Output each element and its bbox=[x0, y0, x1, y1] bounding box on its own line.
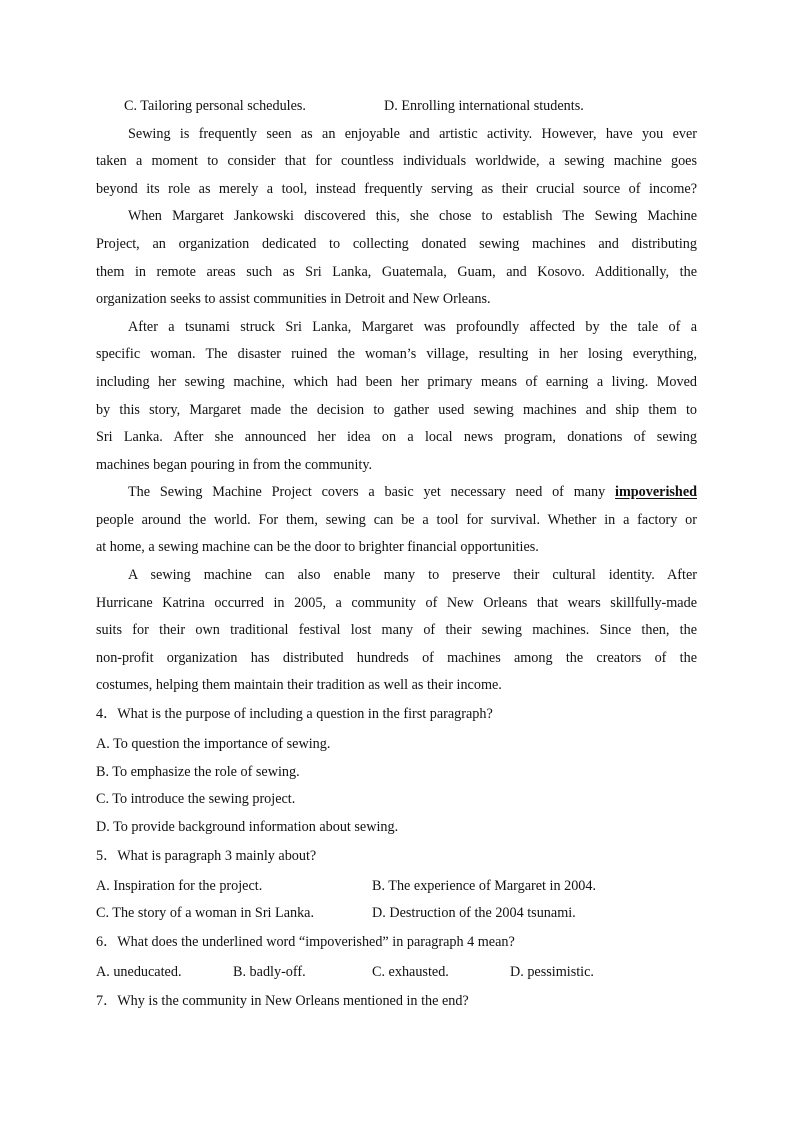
question-7-stem: 7．Why is the community in New Orleans mentioned in the end? bbox=[96, 993, 469, 1009]
passage-line: costumes, helping them maintain their tradition as well as their income. bbox=[96, 677, 502, 693]
passage-line: organization seeks to assist communities in Detroit and New Orleans. bbox=[96, 291, 491, 307]
question-4-option-d: D. To provide background information about sewing. bbox=[96, 819, 399, 835]
passage-line: A sewing machine can also enable many to preserve their cultural identity. After bbox=[128, 567, 697, 583]
passage-line: Hurricane Katrina occurred in 2005, a community of New Orleans that wears skillfully-made bbox=[96, 595, 697, 611]
passage-line: them in remote areas such as Sri Lanka, Guatemala, Guam, and Kosovo. Additionally, the bbox=[96, 264, 697, 280]
passage-line: including her sewing machine, which had been her primary means of earning a living. Moved bbox=[96, 374, 697, 390]
passage-line bbox=[128, 482, 697, 502]
question-6-option-a: A. uneducated. bbox=[96, 964, 182, 980]
question-4-stem: 4．What is the purpose of including a question in the first paragraph? bbox=[96, 706, 493, 722]
passage-line: by this story, Margaret made the decision to gather used sewing machines and ship them to bbox=[96, 402, 697, 418]
passage-line: Sewing is frequently seen as an enjoyable and artistic activity. However, have you ever bbox=[128, 126, 697, 142]
question-5-option-a: A. Inspiration for the project. bbox=[96, 878, 263, 894]
question-4-option-b: B. To emphasize the role of sewing. bbox=[96, 764, 300, 780]
passage-line: suits for their own traditional festival lost many of their sewing machines. Since then, the bbox=[96, 622, 697, 638]
passage-line: When Margaret Jankowski discovered this, she chose to establish The Sewing Machine bbox=[128, 208, 697, 224]
question-5-option-d: D. Destruction of the 2004 tsunami. bbox=[372, 905, 576, 921]
question-6-option-b: B. badly-off. bbox=[233, 964, 306, 980]
passage-text: The Sewing Machine Project covers a basic yet necessary need of many bbox=[128, 484, 606, 500]
underlined-word: impoverished bbox=[615, 484, 698, 500]
question-5-stem: 5．What is paragraph 3 mainly about? bbox=[96, 848, 317, 864]
question-5-option-b: B. The experience of Margaret in 2004. bbox=[372, 878, 597, 894]
passage-line: Sri Lanka. After she announced her idea on a local news program, donations of sewing bbox=[96, 429, 697, 445]
question-6-option-c: C. exhausted. bbox=[372, 964, 449, 980]
passage-line: non-profit organization has distributed hundreds of machines among the creators of the bbox=[96, 650, 697, 666]
passage-line: Project, an organization dedicated to collecting donated sewing machines and distributing bbox=[96, 236, 697, 252]
question-5-option-c: C. The story of a woman in Sri Lanka. bbox=[96, 905, 315, 921]
passage-line: people around the world. For them, sewing can be a tool for survival. Whether in a factory or bbox=[96, 512, 697, 528]
passage-line: specific woman. The disaster ruined the woman’s village, resulting in her losing everything, bbox=[96, 346, 697, 362]
passage-line: at home, a sewing machine can be the door to brighter financial opportunities. bbox=[96, 539, 539, 555]
prev-option-d: D. Enrolling international students. bbox=[384, 98, 584, 114]
question-4-option-a: A. To question the importance of sewing. bbox=[96, 736, 331, 752]
prev-option-c: C. Tailoring personal schedules. bbox=[124, 98, 306, 114]
passage-line: beyond its role as merely a tool, instead frequently serving as their crucial source of income? bbox=[96, 181, 697, 197]
question-6-option-d: D. pessimistic. bbox=[510, 964, 594, 980]
passage-line: machines began pouring in from the community. bbox=[96, 457, 373, 473]
passage-line: taken a moment to consider that for countless individuals worldwide, a sewing machine goes bbox=[96, 153, 697, 169]
question-4-option-c: C. To introduce the sewing project. bbox=[96, 791, 296, 807]
question-6-stem: 6．What does the underlined word “impoverished” in paragraph 4 mean? bbox=[96, 934, 515, 950]
passage-line: After a tsunami struck Sri Lanka, Margaret was profoundly affected by the tale of a bbox=[128, 319, 697, 335]
